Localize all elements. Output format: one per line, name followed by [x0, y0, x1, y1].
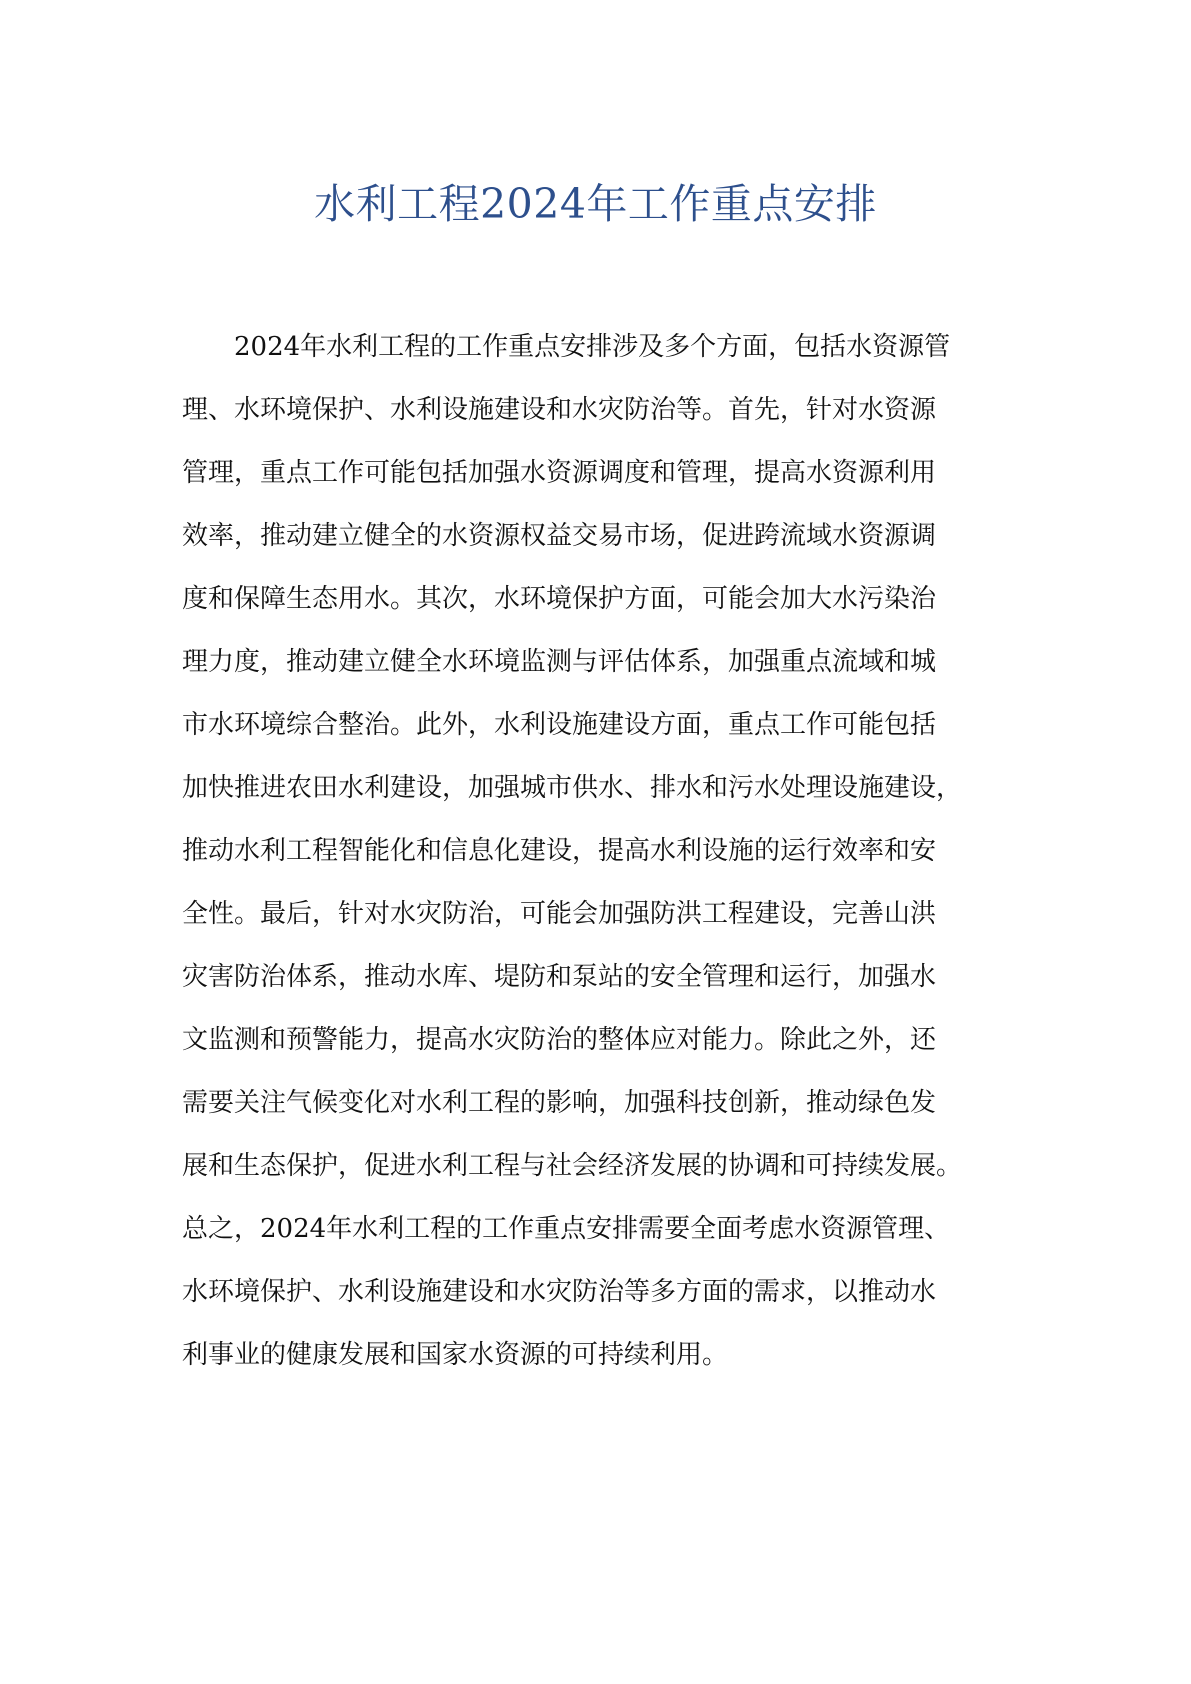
body-line: 理力度，推动建立健全水环境监测与评估体系，加强重点流域和城: [182, 647, 937, 677]
body-line: 需要关注气候变化对水利工程的影响，加强科技创新，推动绿色发: [182, 1088, 937, 1118]
body-line: 效率，推动建立健全的水资源权益交易市场，促进跨流域水资源调: [182, 521, 937, 551]
body-line: 灾害防治体系，推动水库、堤防和泵站的安全管理和运行，加强水: [182, 962, 937, 992]
body-line: 总之，2024年水利工程的工作重点安排需要全面考虑水资源管理、: [182, 1214, 951, 1244]
body-line: 度和保障生态用水。其次，水环境保护方面，可能会加大水污染治: [182, 584, 937, 614]
document-title: 水利工程2024年工作重点安排: [314, 180, 877, 228]
body-line: 加快推进农田水利建设，加强城市供水、排水和污水处理设施建设，: [182, 773, 963, 803]
body-line: 利事业的健康发展和国家水资源的可持续利用。: [182, 1340, 729, 1370]
body-line: 2024年水利工程的工作重点安排涉及多个方面，包括水资源管: [234, 332, 951, 362]
document-body: [182, 316, 1022, 1387]
body-line: 管理，重点工作可能包括加强水资源调度和管理，提高水资源利用: [182, 458, 937, 488]
body-line: 市水环境综合整治。此外，水利设施建设方面，重点工作可能包括: [182, 710, 937, 740]
body-line: 推动水利工程智能化和信息化建设，提高水利设施的运行效率和安: [182, 836, 937, 866]
body-line: 展和生态保护，促进水利工程与社会经济发展的协调和可持续发展。: [182, 1151, 963, 1181]
body-line: 理、水环境保护、水利设施建设和水灾防治等。首先，针对水资源: [182, 395, 937, 425]
body-line: 文监测和预警能力，提高水灾防治的整体应对能力。除此之外，还: [182, 1025, 937, 1055]
body-line: 水环境保护、水利设施建设和水灾防治等多方面的需求，以推动水: [182, 1277, 937, 1307]
body-line: 全性。最后，针对水灾防治，可能会加强防洪工程建设，完善山洪: [182, 899, 937, 929]
